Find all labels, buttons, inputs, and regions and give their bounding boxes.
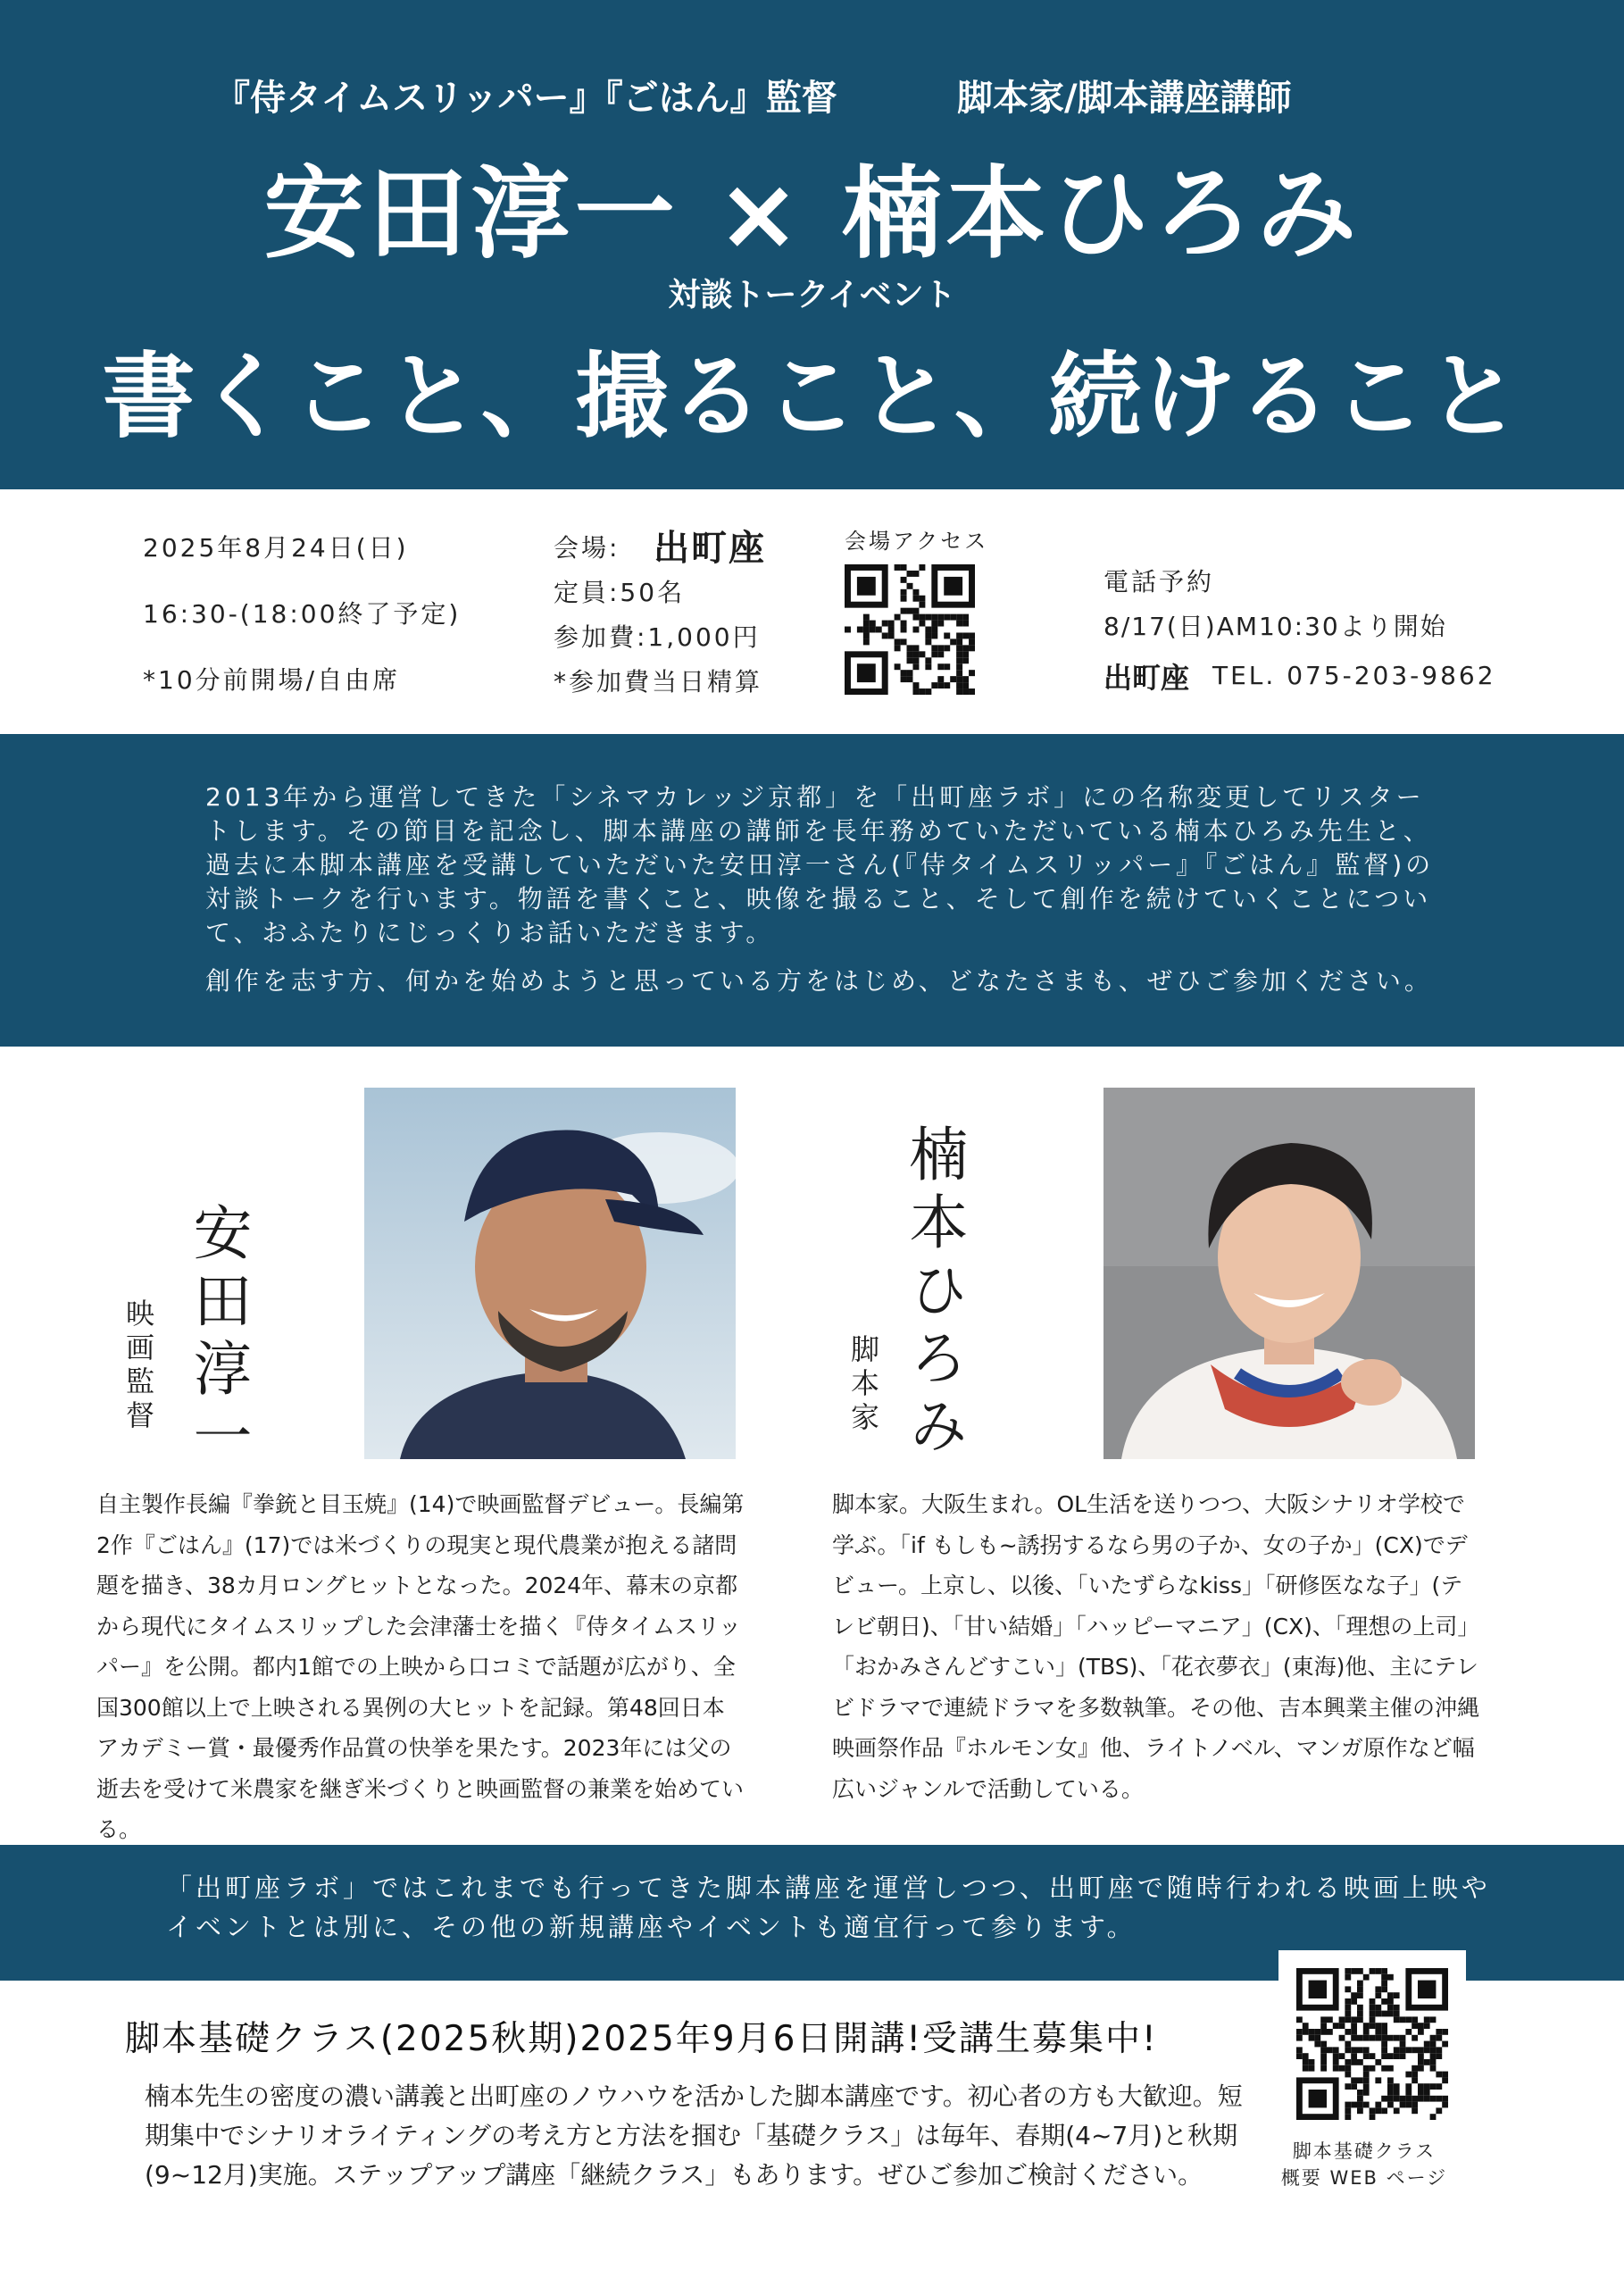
yasuda-bio: 自主製作長編『拳銃と目玉焼』(14)で映画監督デビュー。長編第2作『ごはん』(17)では米づくりの現実と現代農業が抱える諸問題を描き、38カ月ロングヒットとなった。2024年、幕末の京都から現代にタイムスリップした会津藩士を描く『侍タイムスリッパー』を公開。都内1館での上映から口コミで話題が広がり、全国300館以上で上映される異例の大ヒットを記録。第48回日本アカデミー賞・最優秀作品賞の快挙を果たす。2023年には父の逝去を受けて米農家を継ぎ米づくりと映画監督の兼業を始めている。: [96, 1491, 745, 1842]
kusumoto-photo: [1103, 1088, 1475, 1459]
event-info: [0, 489, 1624, 734]
yasuda-photo: [364, 1088, 736, 1459]
speaker-names: 安田淳一 × 楠本ひろみ: [263, 156, 1361, 272]
lab-notice-text: 「出町座ラボ」ではこれまでも行ってきた脚本講座を運営しつつ、出町座で随時行われる映画上映やイベントとは別に、その他の新規講座やイベントも適宜行って参ります。: [166, 1873, 1491, 1942]
event-description: [0, 734, 1624, 1047]
event-time: 16:30-(18:00終了予定): [143, 599, 462, 629]
kusumoto-name: 楠本ひろみ: [899, 1123, 968, 1463]
kusumoto-role: 脚本家: [846, 1334, 880, 1436]
event-title: 書くこと、撮ること、続けること: [102, 342, 1522, 451]
access-label: 会場アクセス: [845, 529, 989, 554]
event-date: 2025年8月24日(日): [143, 533, 409, 563]
course-qr-frame[interactable]: [1278, 1950, 1466, 2129]
yasuda-name: 安田淳一: [183, 1202, 252, 1473]
phone-number[interactable]: TEL. 075-203-9862: [1212, 661, 1496, 690]
phone-label: 電話予約: [1103, 567, 1215, 597]
course-qr-code: [1296, 1968, 1448, 2120]
phone-venue: 出町座: [1103, 661, 1190, 695]
director-credit: 『侍タイムスリッパー』『ごはん』監督: [214, 78, 837, 119]
venue-label: 会場:: [554, 533, 620, 563]
fee: 参加費:1,000円: [554, 622, 761, 652]
course-description: 楠本先生の密度の濃い講義と出町座のノウハウを活かした脚本講座です。初心者の方も大歓迎。短期集中でシナリオライティングの考え方と方法を掴む「基礎クラス」は毎年、春期(4~7月)と秋期(9~12月)実施。ステップアップ講座「継続クラス」もあります。ぜひご参加ご検討ください。: [145, 2082, 1243, 2190]
venue-access-qr-code[interactable]: [845, 564, 975, 695]
writer-credit: 脚本家/脚本講座講師: [957, 78, 1292, 119]
payment-note: *参加費当日精算: [554, 667, 763, 697]
event-type: 対談トークイベント: [668, 277, 956, 313]
kusumoto-bio: 脚本家。大阪生まれ。OL生活を送りつつ、大阪シナリオ学校で学ぶ。「if もしも~誘拐するなら男の子か、女の子か」(CX)でデビュー。上京し、以後、「いたずらなkiss」「研修医なな子」(テレビ朝日)、「甘い結婚」「ハッピーマニア」(CX)、「理想の上司」「おかみさんどすこい」(TBS)、「花衣夢衣」(東海)他、主にテレビドラマで連続ドラマを多数執筆。その他、吉本興業主催の沖縄映画祭作品『ホルモン女』他、ライトノベル、マンガ原作など幅広いジャンルで活動している。: [832, 1491, 1480, 1802]
course-qr-caption: [1275, 2138, 1453, 2191]
course-title: 脚本基礎クラス(2025秋期)2025年9月6日開講!受講生募集中!: [125, 2019, 1158, 2059]
qr-caption-line2: 概要 WEB ページ: [1280, 2167, 1448, 2189]
opening-note: *10分前開場/自由席: [143, 665, 401, 695]
description-invitation: 創作を志す方、何かを始めようと思っている方をはじめ、どなたさまも、ぜひご参加ください。: [205, 966, 1433, 996]
capacity: 定員:50名: [554, 578, 686, 607]
qr-caption-line1: 脚本基礎クラス: [1292, 2140, 1437, 2162]
header-banner: [0, 0, 1624, 489]
venue-name: 出町座: [654, 528, 766, 569]
yasuda-role: 映画監督: [121, 1298, 155, 1434]
description-paragraph: 2013年から運営してきた「シネマカレッジ京都」を「出町座ラボ」にの名称変更してリスタートします。その節目を記念し、脚本講座の講師を長年務めていただいている楠本ひろみ先生と、過去に本脚本講座を受講していただいた安田淳一さん(『侍タイムスリッパー』『ごはん』監督)の対談トークを行います。物語を書くこと、映像を撮ること、そして創作を続けていくことについて、おふたりにじっくりお話いただきます。: [205, 782, 1435, 947]
phone-start: 8/17(日)AM10:30より開始: [1103, 612, 1447, 641]
